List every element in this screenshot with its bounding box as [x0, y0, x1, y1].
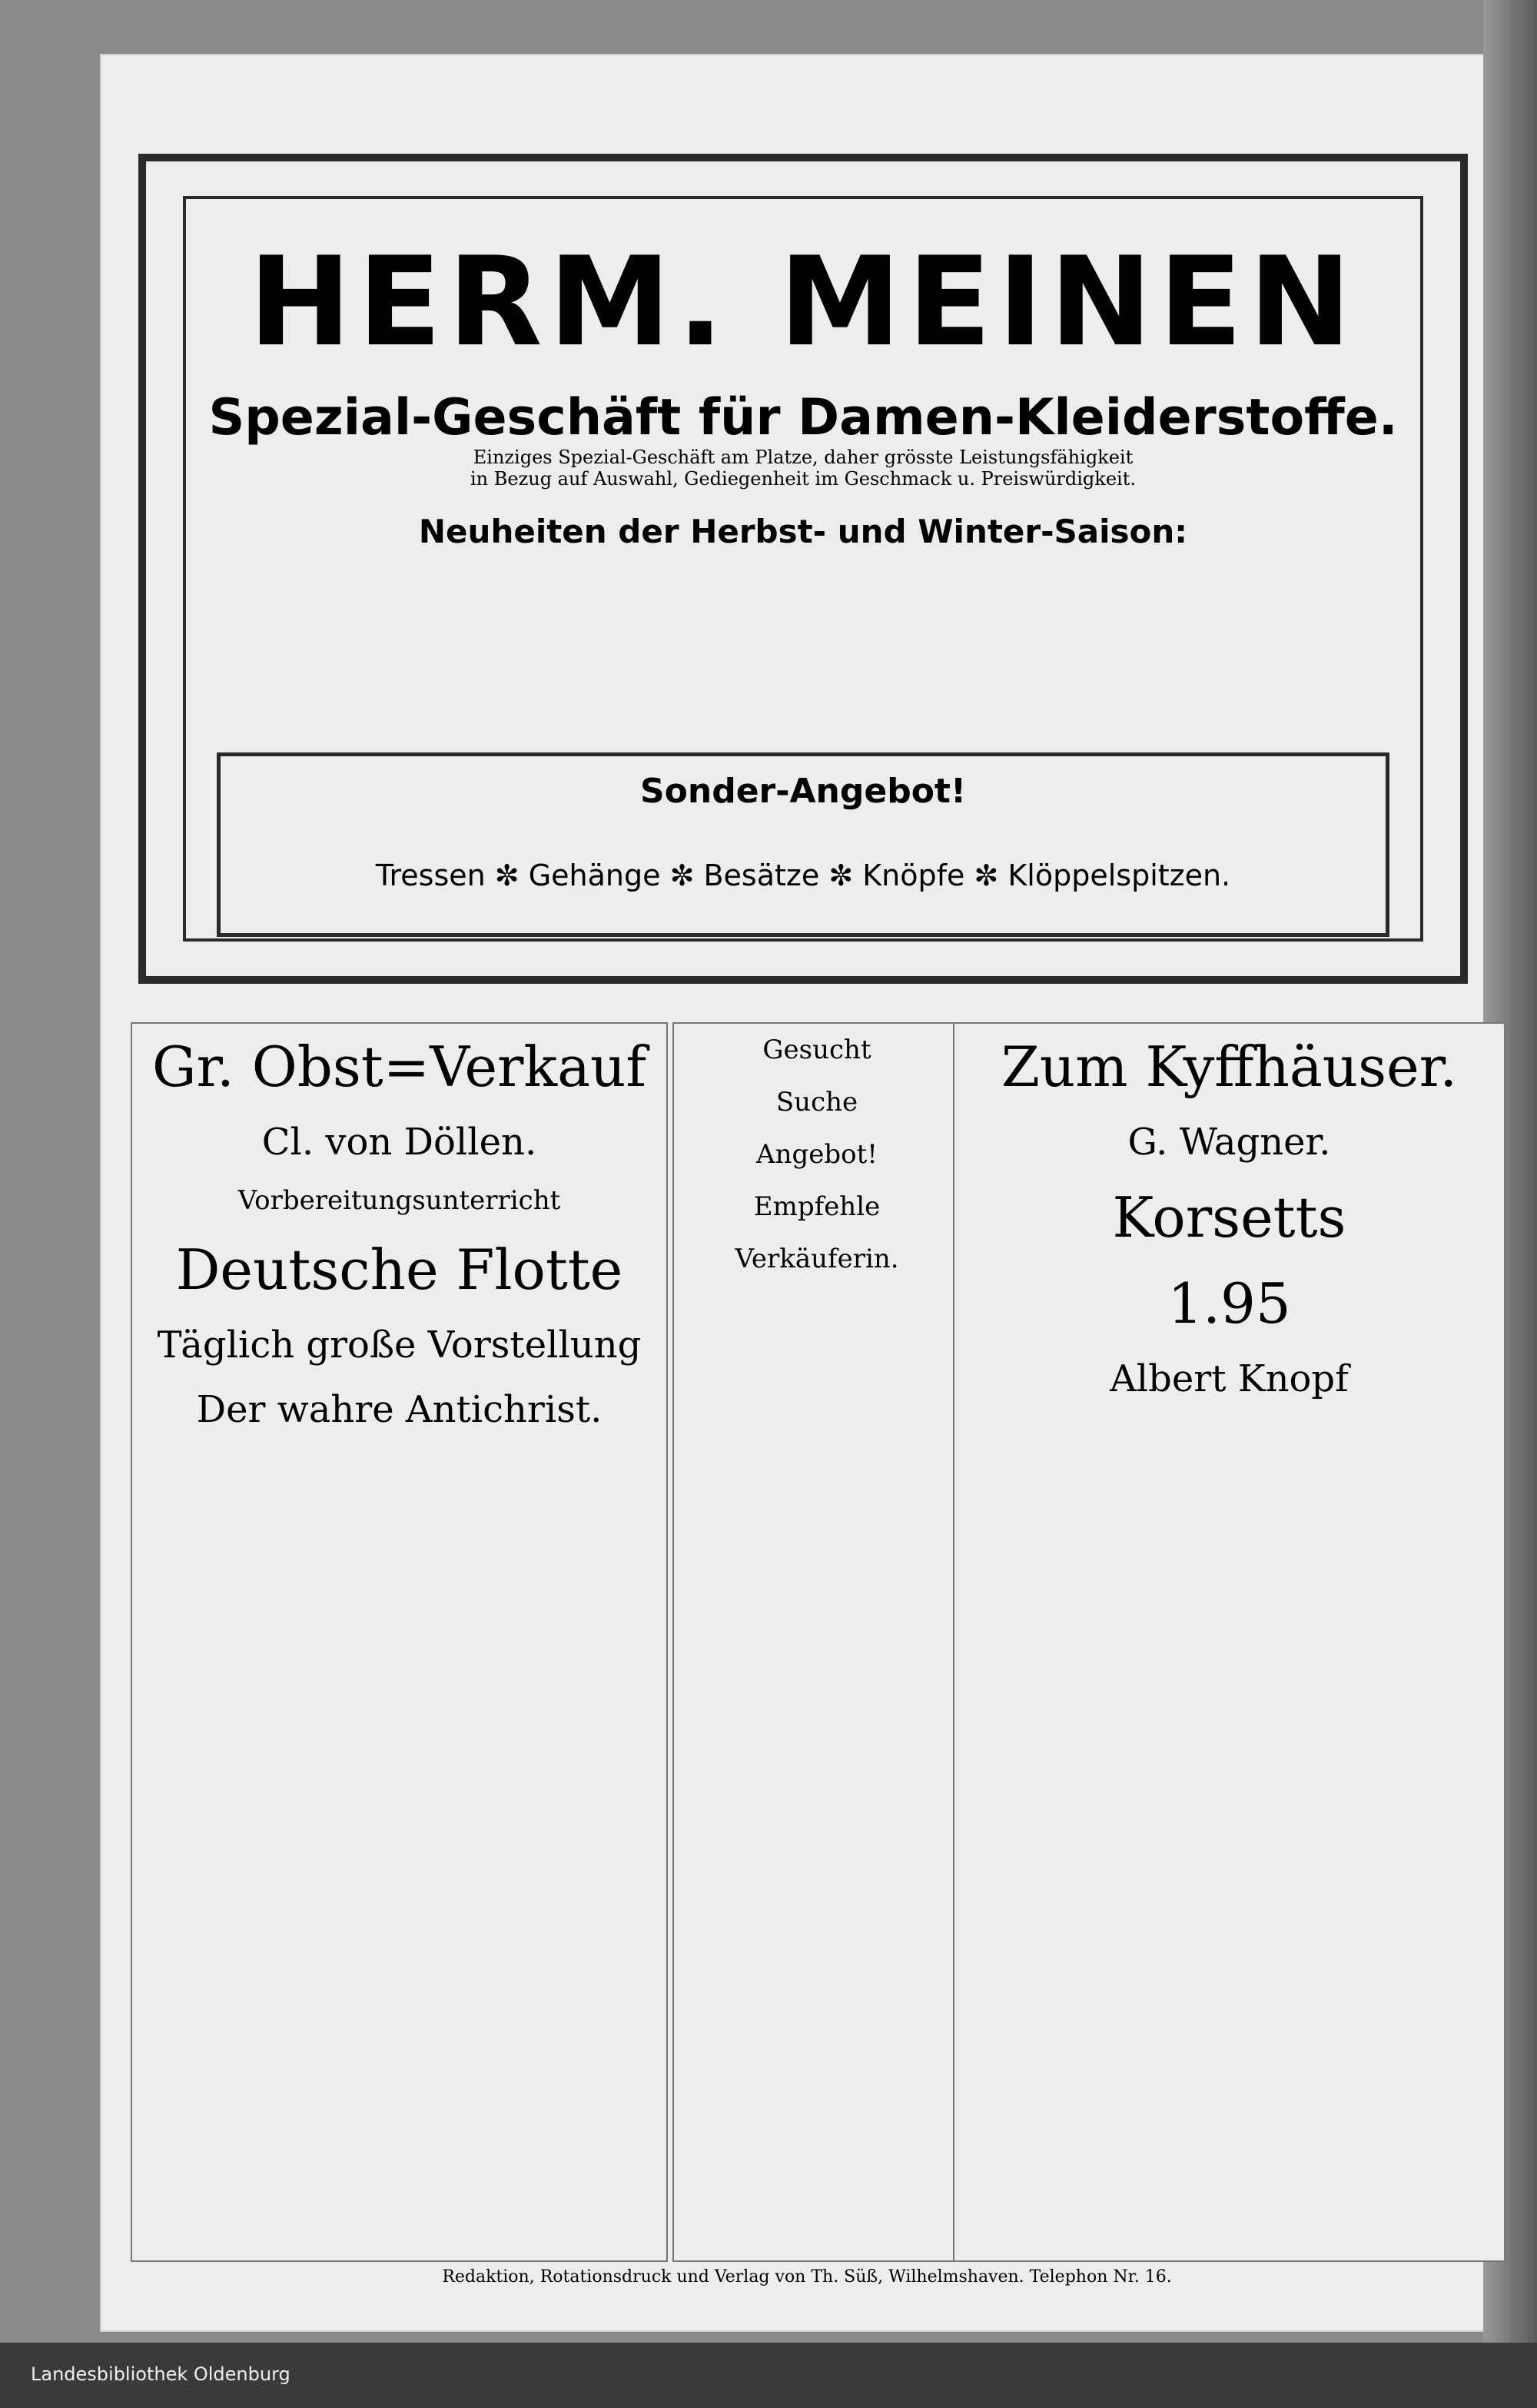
gesucht-title: Gesucht — [762, 1035, 871, 1065]
suche-title: Suche — [775, 1087, 858, 1118]
flotte-title: Deutsche Flotte — [175, 1237, 623, 1302]
vorstellung-title: Täglich große Vorstellung — [157, 1324, 642, 1367]
season-heading: Neuheiten der Herbst- und Winter-Saison: — [418, 513, 1188, 550]
obst-title: Gr. Obst=Verkauf — [151, 1035, 647, 1099]
albert-knopf: Albert Knopf — [1110, 1357, 1349, 1400]
subheadline: Spezial-Geschäft für Damen-Kleiderstoffe. — [208, 389, 1398, 447]
left-column — [131, 1022, 668, 2262]
accessories-line: Tressen ✼ Gehänge ✼ Besätze ✼ Knöpfe ✼ Klöppelspitzen. — [375, 859, 1231, 892]
sonder-angebot-title: Sonder-Angebot! — [639, 772, 967, 811]
antichrist-title: Der wahre Antichrist. — [196, 1388, 603, 1431]
publisher-footer: Redaktion, Rotationsdruck und Verlag von Th. Süß, Wilhelmshaven. Telephon Nr. 16. — [442, 2267, 1172, 2287]
right-column — [953, 1022, 1505, 2262]
claim-1: Einziges Spezial-Geschäft am Platze, daher grösste Leistungsfähigkeit — [473, 447, 1134, 468]
herm-meinen-advertisement — [138, 154, 1468, 984]
wagner-signature: G. Wagner. — [1127, 1121, 1331, 1164]
doellen: Cl. von Döllen. — [261, 1121, 537, 1164]
library-credit: Landesbibliothek Oldenburg — [31, 2363, 290, 2385]
vorbereitung-title: Vorbereitungsunterricht — [237, 1185, 561, 1216]
verkaeuferin-title: Verkäuferin. — [735, 1244, 899, 1274]
claim-2: in Bezug auf Auswahl, Gediegenheit im Geschmack u. Preiswürdigkeit. — [470, 468, 1136, 490]
sonder-angebot-box — [217, 752, 1389, 937]
korsetts-title: Korsetts — [1112, 1185, 1346, 1250]
headline: HERM. MEINEN — [248, 230, 1358, 374]
angebot-title: Angebot! — [756, 1139, 878, 1170]
middle-column — [672, 1022, 961, 2262]
empfehle-title: Empfehle — [753, 1191, 881, 1222]
price: 1.95 — [1167, 1271, 1291, 1336]
kyffhaeuser-title: Zum Kyffhäuser. — [1001, 1035, 1458, 1099]
banner-inner-frame — [183, 196, 1423, 942]
